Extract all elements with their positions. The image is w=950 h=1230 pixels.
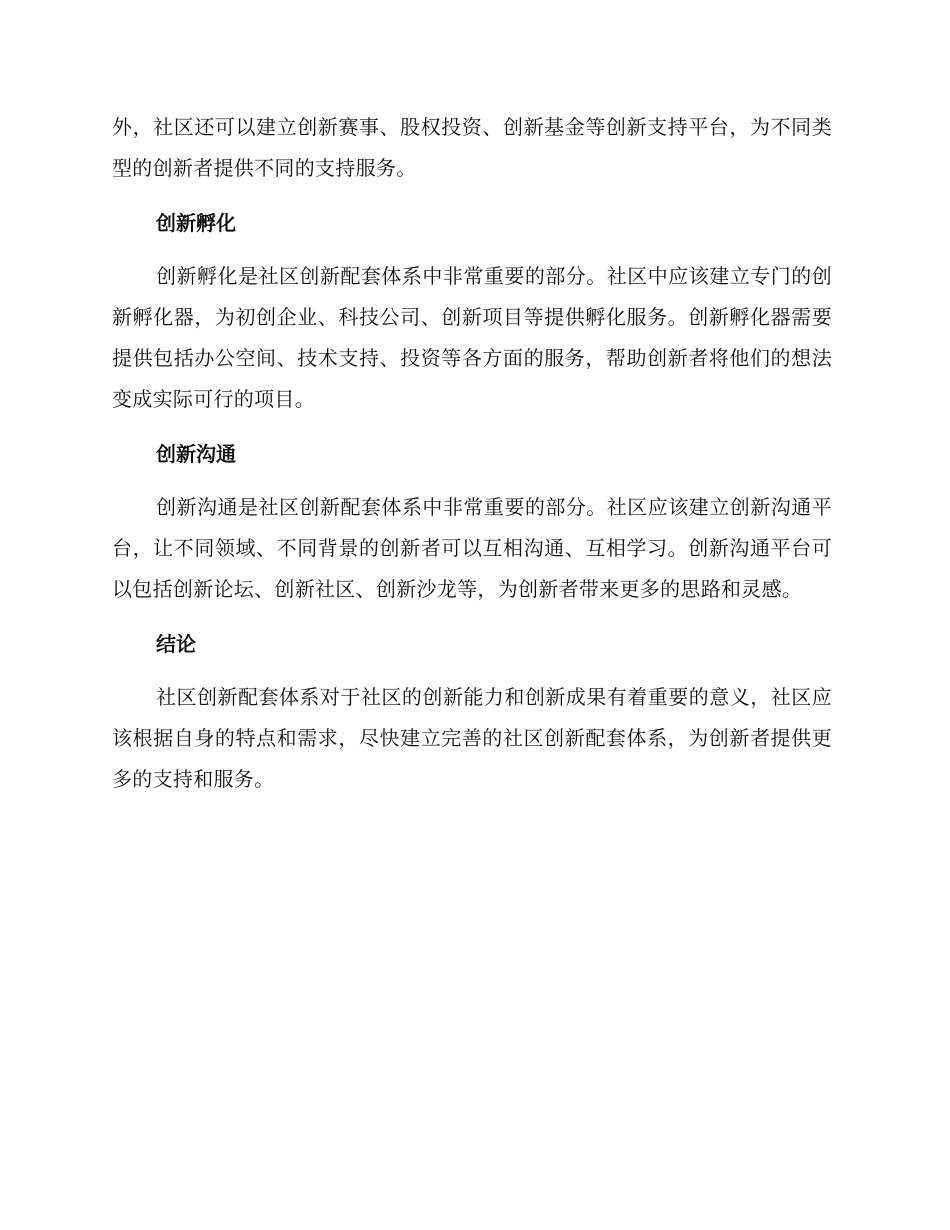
section-heading-conclusion: 结论 [156, 632, 196, 656]
paragraph-intro-continuation: 外，社区还可以建立创新赛事、股权投资、创新基金等创新支持平台，为不同类型的创新者提供不同的支持服务。 [112, 115, 832, 180]
document-body [112, 107, 832, 800]
section-heading-incubation: 创新孵化 [156, 211, 236, 235]
section-heading-communication: 创新沟通 [156, 442, 236, 466]
paragraph-conclusion: 社区创新配套体系对于社区的创新能力和创新成果有着重要的意义，社区应该根据自身的特点和需求，尽快建立完善的社区创新配套体系，为创新者提供更多的支持和服务。 [112, 685, 832, 791]
paragraph-incubation: 创新孵化是社区创新配套体系中非常重要的部分。社区中应该建立专门的创新孵化器，为初创企业、科技公司、创新项目等提供孵化服务。创新孵化器需要提供包括办公空间、技术支持、投资等各方面的服务，帮助创新者将他们的想法变成实际可行的项目。 [112, 264, 832, 411]
paragraph-communication: 创新沟通是社区创新配套体系中非常重要的部分。社区应该建立创新沟通平台，让不同领域、不同背景的创新者可以互相沟通、互相学习。创新沟通平台可以包括创新论坛、创新社区、创新沙龙等，为创新者带来更多的思路和灵感。 [112, 495, 832, 601]
